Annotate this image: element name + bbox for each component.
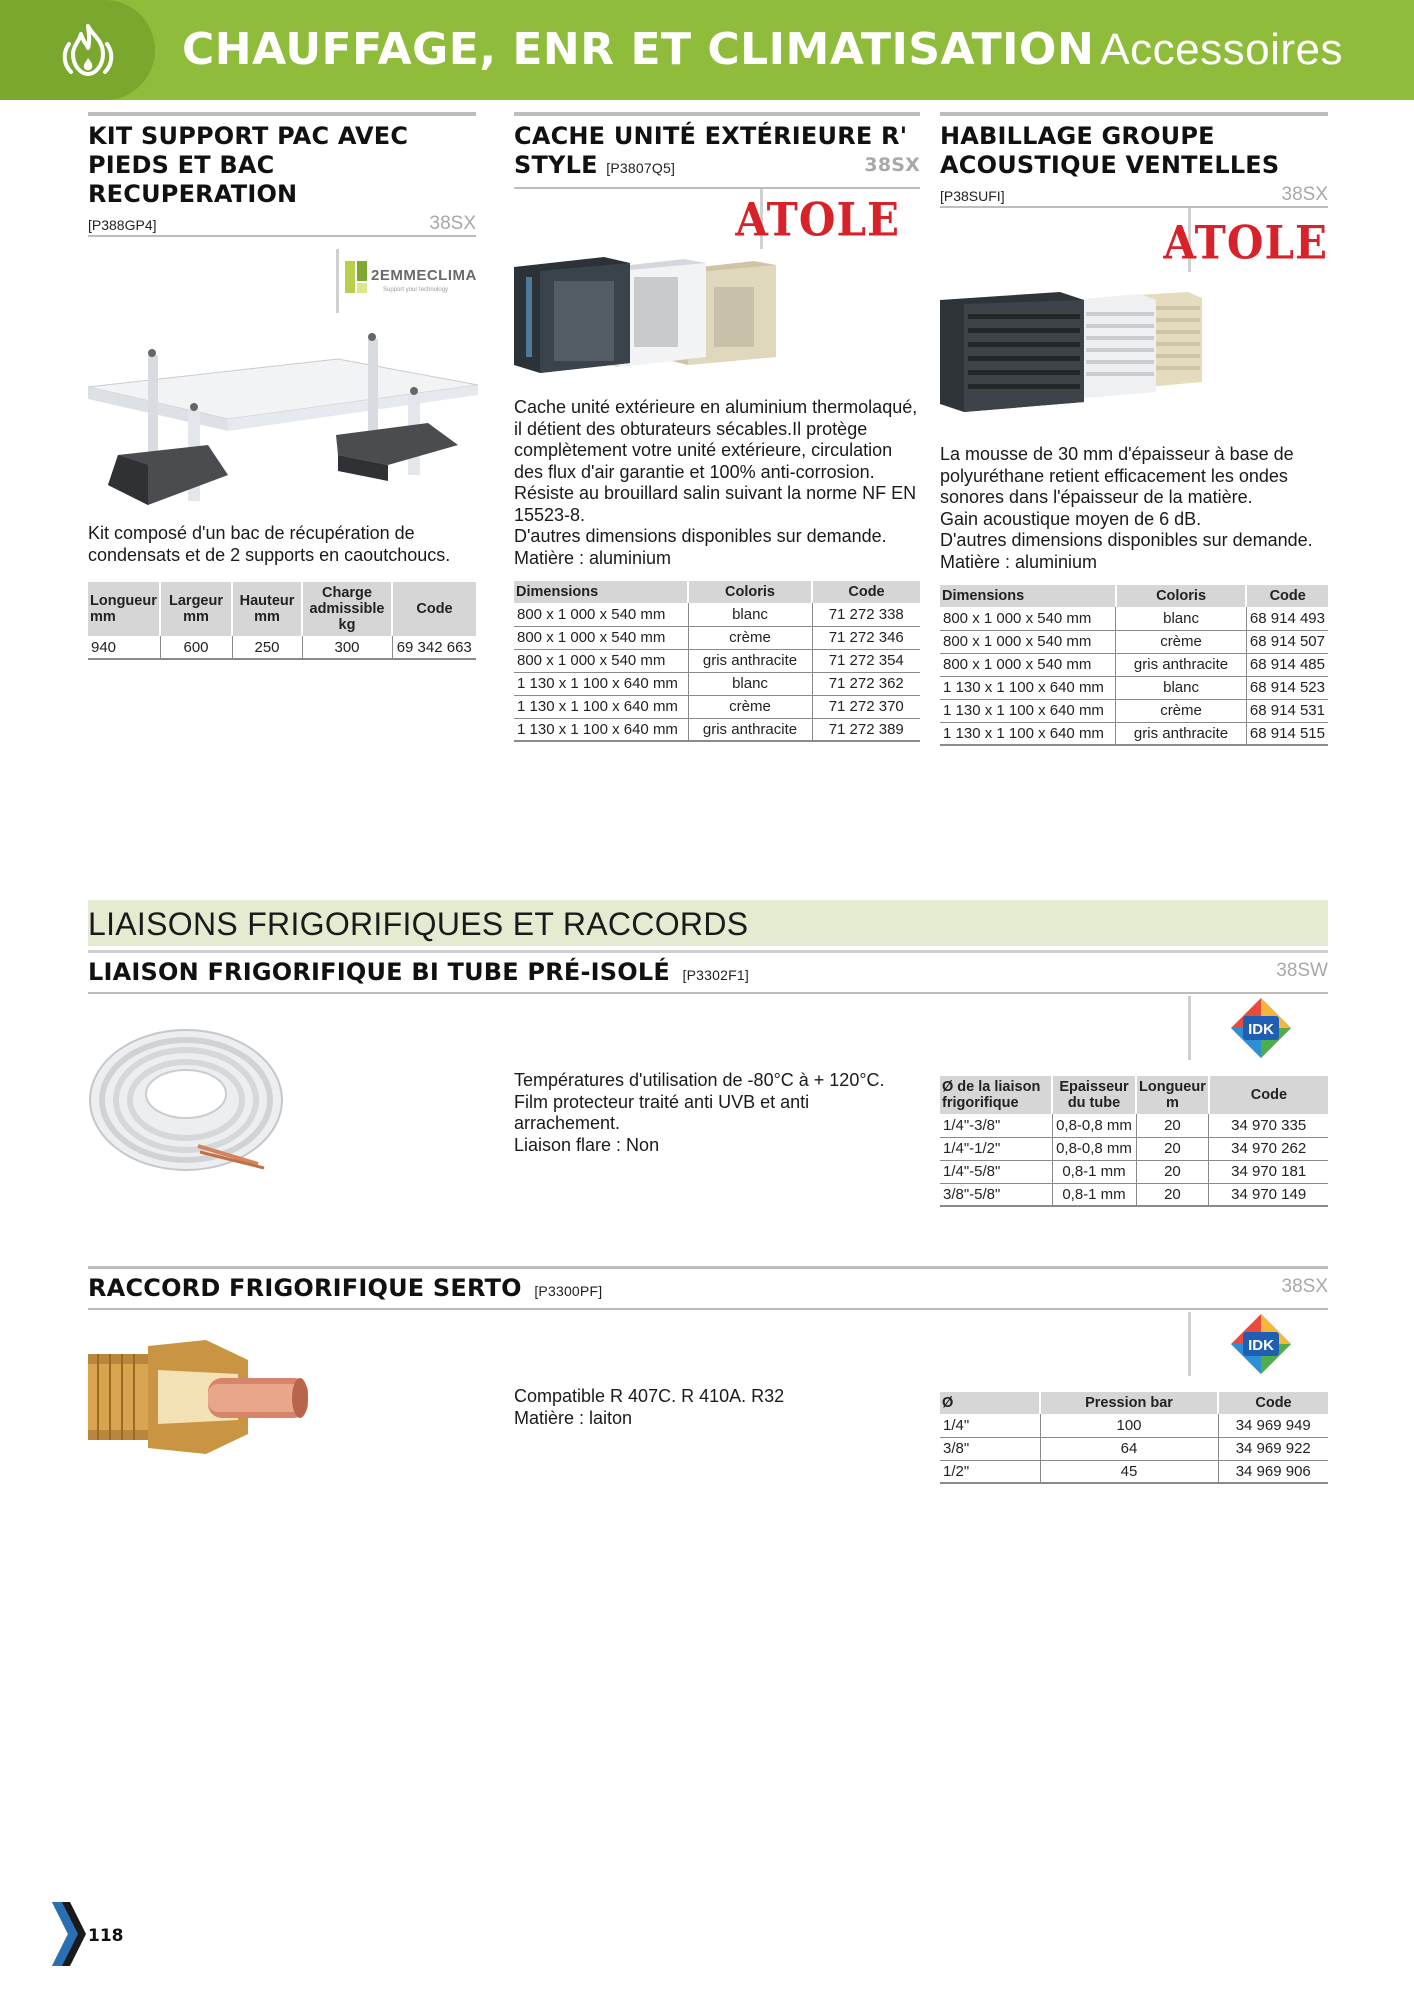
product-ref: [P3302F1]	[682, 967, 749, 983]
raccord-image	[88, 1340, 310, 1454]
spec-table: Longueur mm Largeur mm Hauteur mm Charge admissible kg Code 940 600 250 300 69 342 663	[88, 582, 476, 660]
page-title: CHAUFFAGE, ENR ET CLIMATISATION Accessoires	[182, 24, 1343, 75]
table-row: 1/4" 100 34 969 949	[940, 1414, 1328, 1437]
brand-logo-idk	[1188, 1312, 1328, 1376]
table-row: 800 x 1 000 x 540 mm crème 68 914 507	[940, 630, 1328, 653]
table-row: 800 x 1 000 x 540 mm blanc 71 272 338	[514, 603, 920, 626]
category-code: 38SX	[429, 213, 476, 234]
product-title: LIAISON FRIGORIFIQUE BI TUBE PRÉ-ISOLÉ [P3302F1]	[88, 958, 749, 986]
product-description: La mousse de 30 mm d'épaisseur à base de polyuréthane retient efficacement les ondes sonores dans l'épaisseur de la matière. Gain acoustique moyen de 6 dB. D'autres dimensions disponibles sur demande. Matière : aluminium	[940, 444, 1313, 572]
chevron-right-icon	[48, 1902, 86, 1966]
product-liaison-header	[88, 954, 1328, 994]
svg-text:IDK: IDK	[1248, 1337, 1274, 1354]
product-habillage	[940, 112, 1328, 746]
brand-logo-2emmeclima: 2EMMECLIMA Support your technology	[336, 249, 476, 313]
spec-table: Ø de la liaison frigorifique Epaisseur du tube Longueur m Code 1/4"-3/8" 0,8-0,8 mm 20 34 970 335 1/4"-1/2" 0,8-0,8 mm 20 34 970 262 1/4"-5/8" 0,8-1 mm 20 34 970 181 3/8"-5/8" 0,8-1 mm 20 34 970 149	[940, 1076, 1328, 1207]
table-row: 1 130 x 1 100 x 640 mm gris anthracite 68 914 515	[940, 722, 1328, 745]
spec-table: Dimensions Coloris Code 800 x 1 000 x 540 mm blanc 68 914 493 800 x 1 000 x 540 mm crème 68 914 507 800 x 1 000 x 540 mm gris anthracite 68 914 485 1 130 x 1 100 x 640 mm blanc 68 914 523 1 130 x 1 100 x 640 mm crème 68 914 531 1 130 x 1 100 x 640 mm gris anthracite 68 914 515	[940, 585, 1328, 746]
category-code: 38SX	[864, 154, 920, 176]
flame-icon	[55, 22, 121, 82]
table-row: 1/4"-5/8" 0,8-1 mm 20 34 970 181	[940, 1160, 1328, 1183]
product-raccord-header	[88, 1270, 1328, 1310]
category-code: 38SW	[1276, 960, 1328, 981]
table-row: 800 x 1 000 x 540 mm gris anthracite 68 914 485	[940, 653, 1328, 676]
category-tab	[0, 0, 155, 100]
table-row: 940 600 250 300 69 342 663	[88, 636, 476, 659]
section-banner	[88, 900, 1328, 946]
product-ref: [P388GP4]	[88, 217, 157, 233]
spec-table: Dimensions Coloris Code 800 x 1 000 x 540 mm blanc 71 272 338 800 x 1 000 x 540 mm crème 71 272 346 800 x 1 000 x 540 mm gris anthracite 71 272 354 1 130 x 1 100 x 640 mm blanc 71 272 362 1 130 x 1 100 x 640 mm crème 71 272 370 1 130 x 1 100 x 640 mm gris anthracite 71 272 389	[514, 581, 920, 742]
table-row: 800 x 1 000 x 540 mm crème 71 272 346	[514, 626, 920, 649]
product-title: RACCORD FRIGORIFIQUE SERTO [P3300PF]	[88, 1274, 603, 1302]
product-ref: [P3807Q5]	[606, 160, 676, 176]
product-title: HABILLAGE GROUPE ACOUSTIQUE VENTELLES	[940, 122, 1280, 179]
brand-logo-atole: ATOLE	[760, 189, 900, 249]
cache-unite-image	[514, 247, 920, 397]
table-row: 1/2" 45 34 969 906	[940, 1460, 1328, 1483]
table-row: 1/4"-1/2" 0,8-0,8 mm 20 34 970 262	[940, 1137, 1328, 1160]
category-code: 38SX	[1281, 1276, 1328, 1297]
idk-logo-icon	[1229, 998, 1293, 1058]
svg-text:IDK: IDK	[1248, 1021, 1274, 1038]
product-kit-support	[88, 112, 476, 660]
brand-logo-idk	[1188, 996, 1328, 1060]
table-row: 3/8"-5/8" 0,8-1 mm 20 34 970 149	[940, 1183, 1328, 1206]
table-row: 1 130 x 1 100 x 640 mm blanc 68 914 523	[940, 676, 1328, 699]
habillage-image	[940, 286, 1328, 416]
table-row: 1 130 x 1 100 x 640 mm blanc 71 272 362	[514, 672, 920, 695]
page-header	[0, 0, 1414, 100]
product-title: CACHE UNITÉ EXTÉRIEURE R' STYLE [P3807Q5] 38SX	[514, 122, 920, 179]
product-description: Compatible R 407C. R 410A. R32 Matière : laiton	[514, 1386, 785, 1428]
product-ref: [P3300PF]	[534, 1283, 603, 1299]
page-number: 118	[88, 1926, 124, 1946]
brand-logo-atole: ATOLE	[1188, 208, 1328, 272]
table-row: 3/8" 64 34 969 922	[940, 1437, 1328, 1460]
2emmeclima-icon	[343, 259, 369, 295]
section-title: LIAISONS FRIGORIFIQUES ET RACCORDS	[88, 906, 749, 942]
product-description: Cache unité extérieure en aluminium thermolaqué, il détient des obturateurs sécables.Il protège complètement votre unité extérieure, circulation des flux d'air garantie et 100% anti-corrosion. Résiste au brouillard salin suivant la norme NF EN 15523-8. D'autres dimensions disponibles sur demande. Matière : aluminium	[514, 397, 918, 568]
product-ref: [P38SUFI]	[940, 188, 1005, 204]
table-row: 800 x 1 000 x 540 mm blanc 68 914 493	[940, 607, 1328, 630]
table-row: 1 130 x 1 100 x 640 mm gris anthracite 71 272 389	[514, 718, 920, 741]
liaison-coil-image	[88, 1024, 284, 1174]
product-cache-unite	[514, 112, 920, 742]
spec-table: Ø Pression bar Code 1/4" 100 34 969 949 3/8" 64 34 969 922 1/2" 45 34 969 906	[940, 1392, 1328, 1484]
table-row: 1/4"-3/8" 0,8-0,8 mm 20 34 970 335	[940, 1114, 1328, 1137]
product-description: Températures d'utilisation de -80°C à + 120°C. Film protecteur traité anti UVB et anti arrachement. Liaison flare : Non	[514, 1070, 885, 1155]
table-row: 1 130 x 1 100 x 640 mm crème 68 914 531	[940, 699, 1328, 722]
table-row: 800 x 1 000 x 540 mm gris anthracite 71 272 354	[514, 649, 920, 672]
table-row: 1 130 x 1 100 x 640 mm crème 71 272 370	[514, 695, 920, 718]
category-code: 38SX	[1281, 184, 1328, 205]
kit-support-image	[88, 315, 478, 515]
product-title: KIT SUPPORT PAC AVEC PIEDS ET BAC RECUPERATION	[88, 122, 409, 208]
idk-logo-icon	[1229, 1314, 1293, 1374]
product-description: Kit composé d'un bac de récupération de condensats et de 2 supports en caoutchoucs.	[88, 523, 451, 565]
